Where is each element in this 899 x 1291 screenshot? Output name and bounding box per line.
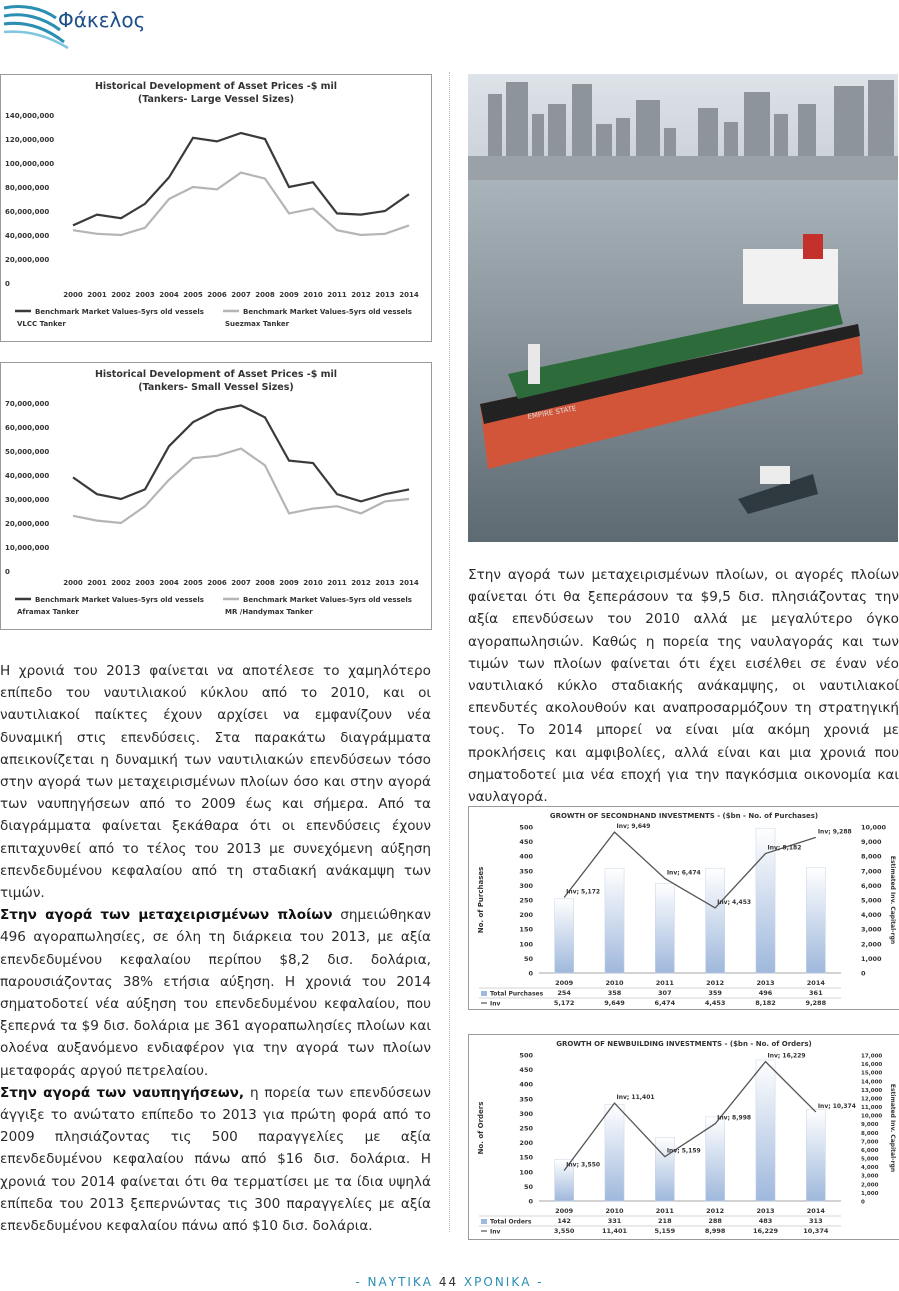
footer-right: ΧΡΟΝΙΚΑ - <box>458 1275 544 1289</box>
y2-tick-label: 6,000 <box>861 881 882 890</box>
y2-tick-label: 13,000 <box>861 1087 883 1094</box>
y2-tick-label: 3,000 <box>861 925 882 934</box>
y2-tick-label: 7,000 <box>861 1139 879 1146</box>
table-cell-bar: 218 <box>658 1217 672 1225</box>
y-tick-label: 20,000,000 <box>5 520 50 528</box>
y-tick-label: 120,000,000 <box>5 136 55 144</box>
x-tick-label: 2005 <box>183 579 203 587</box>
y2-tick-label: 10,000 <box>861 1113 883 1120</box>
y-tick-label: 150 <box>519 925 533 934</box>
y-tick-label: 60,000,000 <box>5 208 50 216</box>
bar <box>605 868 624 973</box>
chart-large-tankers-svg <box>1 75 431 341</box>
y2-tick-label: 4,000 <box>861 1165 879 1172</box>
y-tick-label: 100 <box>519 1168 533 1177</box>
y2-tick-label: 3,000 <box>861 1173 879 1180</box>
x-tick-label: 2013 <box>756 1207 775 1215</box>
inv-point-label: Inv; 4,453 <box>717 898 752 906</box>
right-article-text <box>468 564 899 808</box>
chart-large-tankers <box>0 74 432 342</box>
y-tick-label: 400 <box>519 1080 533 1089</box>
inv-point-label: Inv; 11,401 <box>616 1094 655 1102</box>
table-cell-inv: 8,182 <box>755 999 776 1007</box>
y-tick-label: 200 <box>519 911 533 920</box>
y2-tick-label: 2,000 <box>861 1182 879 1189</box>
footer-left: - ΝΑΥΤΙΚΑ <box>355 1275 439 1289</box>
right-paragraph-1: Στην αγορά των μεταχειρισμένων πλοίων, οι αγορές πλοίων φαίνεται ότι θα ξεπεράσουν τα $9,5 δισ. πλησιάζοντας την αξία επενδύσεων του 2010 αλλά με μεγαλύτερο όγκο αγοραπωλησιών. Καθώς η πορεία της ναυλαγοράς και των τιμών των πλοίων φαίνεται ότι έχει εισέλθει σε έναν νέο ναυτιλιακό κύκλο σταδιακής ανάκαμψης, οι ναυτιλιακοί επενδυτές ακολουθούν και αναπροσαρμόζουν τη στρατηγική τους. Το 2014 μπορεί να είναι μία ακόμη χρονιά με προκλήσεις και αμφιβολίες, αλλά είναι και μια χρονιά που σηματοδοτεί μια νέα εποχή για την παγκόσμια οικονομία και ναυλαγορά. <box>468 567 899 806</box>
chart-title: GROWTH OF SECONDHAND INVESTMENTS - ($bn - No. of Purchases) <box>549 812 819 820</box>
table-cell-bar: 331 <box>607 1217 622 1225</box>
chart-small-tankers <box>0 362 432 630</box>
x-tick-label: 2012 <box>351 579 371 587</box>
left-paragraph-3 <box>0 1082 431 1237</box>
x-tick-label: 2009 <box>555 1207 574 1215</box>
tanker-ship-photo <box>468 74 898 542</box>
x-tick-label: 2005 <box>183 291 203 299</box>
y-tick-label: 150 <box>519 1153 533 1162</box>
x-tick-label: 2004 <box>159 579 179 587</box>
y-tick-label: 250 <box>519 1124 533 1133</box>
chart-secondhand-investments-svg <box>469 807 899 1009</box>
x-tick-label: 2010 <box>605 1207 624 1215</box>
bar <box>655 883 674 973</box>
legend-sublabel: Aframax Tanker <box>17 608 79 616</box>
x-tick-label: 2008 <box>255 579 275 587</box>
x-tick-label: 2002 <box>111 291 131 299</box>
inv-point-label: Inv; 9,288 <box>817 828 852 836</box>
series-line-1 <box>73 405 409 501</box>
y2-tick-label: 9,000 <box>861 1122 879 1129</box>
y-tick-label: 0 <box>5 280 10 288</box>
table-cell-inv: 5,159 <box>654 1227 676 1235</box>
section-title: Φάκελος <box>58 8 146 32</box>
x-tick-label: 2006 <box>207 579 227 587</box>
y2-tick-label: 11,000 <box>861 1105 883 1112</box>
y2-axis-label: Estimated Inv. Capital-rgn <box>889 855 896 945</box>
y-tick-label: 500 <box>519 823 533 832</box>
x-tick-label: 2009 <box>279 291 299 299</box>
inv-point-label: Inv; 9,649 <box>616 823 651 831</box>
y-tick-label: 450 <box>519 838 533 847</box>
series-line-2 <box>73 449 409 523</box>
y-tick-label: 80,000,000 <box>5 184 50 192</box>
x-tick-label: 2009 <box>279 579 299 587</box>
legend-label-bar: Total Purchases <box>490 990 544 998</box>
bar <box>555 899 574 973</box>
table-cell-inv: 9,649 <box>604 999 625 1007</box>
chart-secondhand-investments <box>468 806 899 1010</box>
bar <box>806 1110 825 1201</box>
table-cell-bar: 288 <box>708 1217 722 1225</box>
y2-tick-label: 2,000 <box>861 940 882 949</box>
inv-point-label: Inv; 10,374 <box>817 1102 856 1110</box>
legend-swatch-bar <box>481 991 487 996</box>
left-paragraph-1: Η χρονιά του 2013 φαίνεται να αποτέλεσε το χαμηλότερο επίπεδο του ναυτιλιακού κύκλου από το 2010, και οι ναυτιλιακοί παίκτες έχουν αρχίσει να εμφανίζουν νέα δυναμική στις επενδύσεις. Στα παρακάτω διαγράμματα απεικονίζεται η δυναμική των ναυτιλιακών επενδύσεων τόσο στην αγορά των μεταχειρισμένων πλοίων όσο και στην αγορά των ναυπηγήσεων από το 2009 έως και σήμερα. Από τα διαγράμματα φαίνεται ξεκάθαρα ότι οι επενδύσεις έχουν επιταχυνθεί από το τέλος του 2013 με συνεχόμενη αύξηση επενδεδυμένου κεφαλαίου από τη σταδιακή ανάκαμψη των τιμών. <box>0 663 431 902</box>
chart-small-tankers-svg <box>1 363 431 629</box>
table-cell-bar: 313 <box>809 1217 823 1225</box>
x-tick-label: 2011 <box>655 979 674 987</box>
x-tick-label: 2014 <box>399 579 419 587</box>
table-cell-bar: 254 <box>557 989 571 997</box>
chart-subtitle: (Tankers- Small Vessel Sizes) <box>138 382 294 393</box>
y-tick-label: 500 <box>519 1051 533 1060</box>
legend-label-bar: Total Orders <box>490 1218 532 1226</box>
table-cell-inv: 8,998 <box>704 1227 726 1235</box>
column-divider <box>449 72 450 1232</box>
chart-title: GROWTH OF NEWBUILDING INVESTMENTS - ($bn - No. of Orders) <box>556 1040 812 1048</box>
y2-tick-label: 16,000 <box>861 1062 883 1069</box>
y-tick-label: 450 <box>519 1066 533 1075</box>
left-paragraph-3-lead: Στην αγορά των ναυπηγήσεων, <box>0 1084 245 1101</box>
legend-label: Benchmark Market Values-5yrs old vessels <box>243 596 412 604</box>
y2-axis-label: Estimated Inv. Capital-rgn <box>889 1083 896 1173</box>
y-tick-label: 50 <box>523 1182 533 1191</box>
chart-newbuilding-investments <box>468 1034 899 1240</box>
y-tick-label: 350 <box>519 867 533 876</box>
chart-subtitle: (Tankers- Large Vessel Sizes) <box>137 94 295 105</box>
x-tick-label: 2010 <box>605 979 624 987</box>
x-tick-label: 2008 <box>255 291 275 299</box>
table-cell-inv: 16,229 <box>752 1227 779 1235</box>
y2-tick-label: 4,000 <box>861 911 882 920</box>
y-tick-label: 100 <box>519 940 533 949</box>
x-tick-label: 2009 <box>555 979 574 987</box>
y-axis-label: No. of Orders <box>477 1101 485 1155</box>
x-tick-label: 2000 <box>63 579 83 587</box>
series-line-2 <box>73 173 409 235</box>
table-cell-inv: 11,401 <box>601 1227 628 1235</box>
table-cell-inv: 3,550 <box>553 1227 575 1235</box>
page-number: 44 <box>438 1275 459 1289</box>
left-paragraph-2-body: σημειώθηκαν 496 αγοραπωλησίες, σε όλη τη διάρκεια του 2013, με αξία επενδεδυμένου κεφαλαίου περίπου $8,2 δισ. δολάρια, παρουσιάζοντας 38% ετήσια αύξηση. Η χρονιά του 2014 σηματοδοτεί νέα αύξηση του επενδεδυμένου κεφαλαίου, που ξεπερνά τα $9 δισ. δολάρια με 361 αγοραπωλησίες πλοίων και ολοένα αυξανόμενο ενδιαφέρον για την αγορά των πλοίων μεταφοράς αργού πετρελαίου. <box>0 907 431 1079</box>
table-cell-inv: 9,288 <box>805 999 827 1007</box>
table-cell-inv: 6,474 <box>654 999 676 1007</box>
bar <box>706 868 725 973</box>
table-cell-bar: 496 <box>758 989 773 997</box>
y-axis-label: No. of Purchases <box>477 866 485 934</box>
series-line-1 <box>73 133 409 225</box>
y2-tick-label: 14,000 <box>861 1079 883 1086</box>
x-tick-label: 2002 <box>111 579 131 587</box>
legend-label: Benchmark Market Values-5yrs old vessels <box>35 308 204 316</box>
table-cell-inv: 4,453 <box>704 999 726 1007</box>
inv-point-label: Inv; 3,550 <box>566 1161 601 1169</box>
y2-tick-label: 9,000 <box>861 838 882 847</box>
x-tick-label: 2013 <box>375 291 395 299</box>
x-tick-label: 2014 <box>399 291 419 299</box>
y-tick-label: 70,000,000 <box>5 400 50 408</box>
bar <box>706 1117 725 1201</box>
x-tick-label: 2007 <box>231 579 251 587</box>
legend-label: Benchmark Market Values-5yrs old vessels <box>35 596 204 604</box>
bar <box>756 1060 775 1201</box>
y-tick-label: 10,000,000 <box>5 544 50 552</box>
y2-tick-label: 6,000 <box>861 1147 879 1154</box>
x-tick-label: 2014 <box>806 1207 825 1215</box>
y-tick-label: 0 <box>5 568 10 576</box>
y-tick-label: 200 <box>519 1139 533 1148</box>
x-tick-label: 2010 <box>303 579 323 587</box>
y-tick-label: 350 <box>519 1095 533 1104</box>
legend-sublabel: VLCC Tanker <box>17 320 66 328</box>
x-tick-label: 2014 <box>806 979 825 987</box>
chart-newbuilding-investments-svg <box>469 1035 899 1239</box>
table-cell-bar: 142 <box>557 1217 571 1225</box>
y-tick-label: 100,000,000 <box>5 160 55 168</box>
inv-point-label: Inv; 8,182 <box>767 844 802 852</box>
legend-label: Benchmark Market Values-5yrs old vessels <box>243 308 412 316</box>
table-cell-bar: 307 <box>658 989 672 997</box>
x-tick-label: 2001 <box>87 579 107 587</box>
y-tick-label: 50 <box>523 954 533 963</box>
left-paragraph-2 <box>0 904 431 1082</box>
y2-tick-label: 5,000 <box>861 896 882 905</box>
y2-tick-label: 12,000 <box>861 1096 883 1103</box>
bar <box>806 868 825 973</box>
y-tick-label: 40,000,000 <box>5 232 50 240</box>
y2-tick-label: 1,000 <box>861 954 882 963</box>
legend-sublabel: Suezmax Tanker <box>225 320 290 328</box>
x-tick-label: 2011 <box>327 291 347 299</box>
inv-point-label: Inv; 5,159 <box>666 1147 701 1155</box>
y-tick-label: 400 <box>519 852 533 861</box>
y-tick-label: 0 <box>528 969 533 978</box>
x-tick-label: 2012 <box>351 291 371 299</box>
x-tick-label: 2012 <box>706 1207 725 1215</box>
y2-tick-label: 7,000 <box>861 867 882 876</box>
x-tick-label: 2011 <box>655 1207 674 1215</box>
y2-tick-label: 8,000 <box>861 1130 879 1137</box>
legend-swatch-bar <box>481 1219 487 1224</box>
x-tick-label: 2007 <box>231 291 251 299</box>
x-tick-label: 2011 <box>327 579 347 587</box>
x-tick-label: 2003 <box>135 579 155 587</box>
legend-label-inv: Inv <box>490 1000 501 1008</box>
y-tick-label: 20,000,000 <box>5 256 50 264</box>
y-tick-label: 250 <box>519 896 533 905</box>
y2-tick-label: 15,000 <box>861 1070 883 1077</box>
chart-title: Historical Development of Asset Prices -$ mil <box>94 369 338 380</box>
legend-label-inv: Inv <box>490 1228 501 1236</box>
x-tick-label: 2013 <box>375 579 395 587</box>
table-cell-bar: 359 <box>708 989 722 997</box>
y2-tick-label: 0 <box>861 1199 865 1206</box>
y-tick-label: 50,000,000 <box>5 448 50 456</box>
y2-tick-label: 0 <box>861 969 866 978</box>
left-paragraph-3-body: η πορεία των επενδύσεων άγγιξε το ανώτατο επίπεδο το 2013 για πρώτη φορά από το 2009 πλησιάζοντας τις 500 παραγγελίες με αξία επενδεδυμένου κεφαλαίου πάνω από $16 δισ. δολάρια. Η χρονιά του 2014 φαίνεται ότι θα τερματίσει με τα ίδια υψηλά επίπεδα του 2013 ξεπερνώντας τις 300 παραγγελίες με αξία επενδεδυμένου κεφαλαίου πάνω από $10 δισ. δολάρια. <box>0 1084 431 1235</box>
left-paragraph-2-lead: Στην αγορά των μεταχειρισμένων πλοίων <box>0 907 333 924</box>
x-tick-label: 2003 <box>135 291 155 299</box>
y-tick-label: 300 <box>519 881 533 890</box>
x-tick-label: 2000 <box>63 291 83 299</box>
x-tick-label: 2004 <box>159 291 179 299</box>
y-tick-label: 140,000,000 <box>5 112 55 120</box>
legend-sublabel: MR /Handymax Tanker <box>225 608 313 616</box>
y2-tick-label: 10,000 <box>861 823 887 832</box>
table-cell-inv: 5,172 <box>553 999 575 1007</box>
y-tick-label: 30,000,000 <box>5 496 50 504</box>
inv-point-label: Inv; 8,998 <box>717 1114 752 1122</box>
y2-tick-label: 8,000 <box>861 852 882 861</box>
x-tick-label: 2010 <box>303 291 323 299</box>
y-tick-label: 40,000,000 <box>5 472 50 480</box>
table-cell-inv: 10,374 <box>803 1227 829 1235</box>
inv-point-label: Inv; 6,474 <box>666 869 701 877</box>
inv-point-label: Inv; 5,172 <box>566 888 601 896</box>
table-cell-bar: 483 <box>758 1217 773 1225</box>
x-tick-label: 2001 <box>87 291 107 299</box>
y2-tick-label: 5,000 <box>861 1156 879 1163</box>
x-tick-label: 2013 <box>756 979 775 987</box>
y-tick-label: 300 <box>519 1109 533 1118</box>
table-cell-bar: 358 <box>607 989 622 997</box>
y-tick-label: 60,000,000 <box>5 424 50 432</box>
ship-name-label: EMPIRE STATE <box>526 404 577 421</box>
y-tick-label: 0 <box>528 1197 533 1206</box>
y2-tick-label: 17,000 <box>861 1053 883 1060</box>
chart-title: Historical Development of Asset Prices -$ mil <box>94 81 338 92</box>
x-tick-label: 2006 <box>207 291 227 299</box>
y2-tick-label: 1,000 <box>861 1190 879 1197</box>
left-article-text <box>0 660 431 1237</box>
bar <box>605 1104 624 1201</box>
inv-point-label: Inv; 16,229 <box>767 1052 806 1060</box>
page-footer <box>0 1275 899 1289</box>
table-cell-bar: 361 <box>809 989 823 997</box>
x-tick-label: 2012 <box>706 979 725 987</box>
